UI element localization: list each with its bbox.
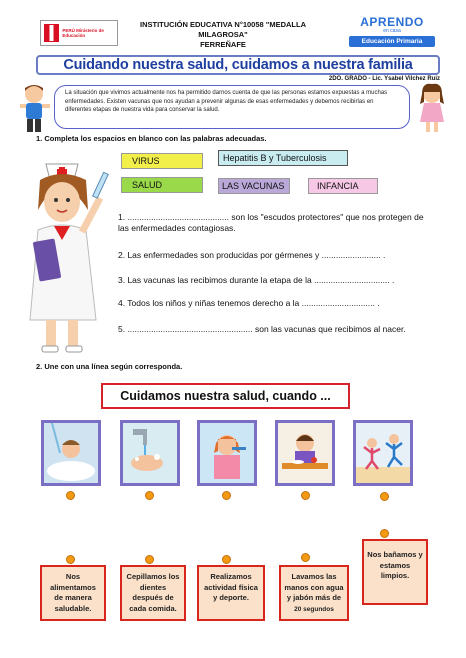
eating-healthy-picture xyxy=(275,420,335,486)
nurse-illustration xyxy=(16,150,116,355)
girl-illustration xyxy=(412,82,452,134)
peru-flag-icon xyxy=(44,24,59,42)
sentence-3: 3. Las vacunas las recibimos durante la etapa de la ................................ . xyxy=(118,275,395,285)
school-name-line1: INSTITUCIÓN EDUCATIVA N°10058 "MEDALLA MILAGROSA" xyxy=(139,20,306,39)
top-connector-dot[interactable] xyxy=(66,491,75,500)
sentence-4: 4. Todos los niños y niñas tenemos derecho a la ............................... . xyxy=(118,298,380,308)
word-salud: SALUD xyxy=(121,177,203,193)
card-actividad-fisica: Realizamos actividad física y deporte. xyxy=(197,565,265,621)
card-bano: Nos bañamos y estamos limpios. xyxy=(362,539,428,605)
aprendo-title: APRENDO xyxy=(360,15,424,29)
top-connector-dot[interactable] xyxy=(145,491,154,500)
top-connector-dot[interactable] xyxy=(222,491,231,500)
word-hepatitis: Hepatitis B y Tuberculosis xyxy=(218,150,348,166)
aprendo-badge: Educación Primaria xyxy=(349,36,435,47)
sentence-1: 1. ........................................... son los "escudos protectores" que nos protegen de las enfermedades contagiosas. xyxy=(118,212,424,233)
card-lavado-manos-text: Lavamos las manos con agua y jabón más de xyxy=(284,572,344,602)
exercise-picture xyxy=(353,420,413,486)
bottom-connector-dot[interactable] xyxy=(301,553,310,562)
card-lavado-manos xyxy=(279,565,349,621)
school-name-line2: FERREÑAFE xyxy=(200,40,246,49)
card-alimentacion: Nos alimentamos de manera saludable. xyxy=(40,565,106,621)
aprendo-sub: en casa xyxy=(383,28,401,34)
aprendo-en-casa-logo xyxy=(344,16,440,54)
sentence-5: 5. ..................................................... son las vacunas que recibimos al nacer. xyxy=(118,324,406,334)
handwashing-picture xyxy=(120,420,180,486)
top-connector-dot[interactable] xyxy=(380,492,389,501)
cuidamos-title-box xyxy=(101,383,350,409)
question-1: 1. Completa los espacios en blanco con las palabras adecuadas. xyxy=(36,134,267,143)
bottom-connector-dot[interactable] xyxy=(380,529,389,538)
word-virus: VIRUS xyxy=(121,153,203,169)
ministry-logo xyxy=(40,20,118,46)
page-title: Cuidando nuestra salud, cuidamos a nuestra familia xyxy=(63,57,413,73)
bottom-connector-dot[interactable] xyxy=(66,555,75,564)
intro-box: La situación que vivimos actualmente nos ha permitido darnos cuenta de que las personas estamos expuestas a muchas enfermedades. Existen vacunas que nos ayudan a prevenir algunas de esas enfermedades y debemos recibirlas en diferentes etapas de nuestra vida para conservar la salud. xyxy=(54,85,410,129)
bottom-connector-dot[interactable] xyxy=(222,555,231,564)
question-2: 2. Une con una línea según corresponda. xyxy=(36,362,183,371)
toothbrushing-picture xyxy=(197,420,257,486)
title-box xyxy=(36,55,440,75)
ministry-logo-text: PERÚ Ministerio de Educación xyxy=(62,28,104,38)
card-lavado-manos-seconds: 20 segundos xyxy=(294,605,334,613)
word-vacunas: LAS VACUNAS xyxy=(218,178,290,194)
card-cepillado: Cepillamos los dientes después de cada comida. xyxy=(120,565,186,621)
school-name xyxy=(118,20,328,50)
sentence-2: 2. Las enfermedades son producidas por gérmenes y ......................... . xyxy=(118,250,386,260)
cuidamos-title: Cuidamos nuestra salud, cuando ... xyxy=(120,389,331,403)
boy-illustration xyxy=(14,82,54,134)
top-connector-dot[interactable] xyxy=(301,491,310,500)
bottom-connector-dot[interactable] xyxy=(145,555,154,564)
word-infancia: INFANCIA xyxy=(308,178,378,194)
bathing-child-picture xyxy=(41,420,101,486)
grade-line: 2DO. GRADO - Lic. Ysabel Vilchez Ruiz xyxy=(328,76,440,82)
